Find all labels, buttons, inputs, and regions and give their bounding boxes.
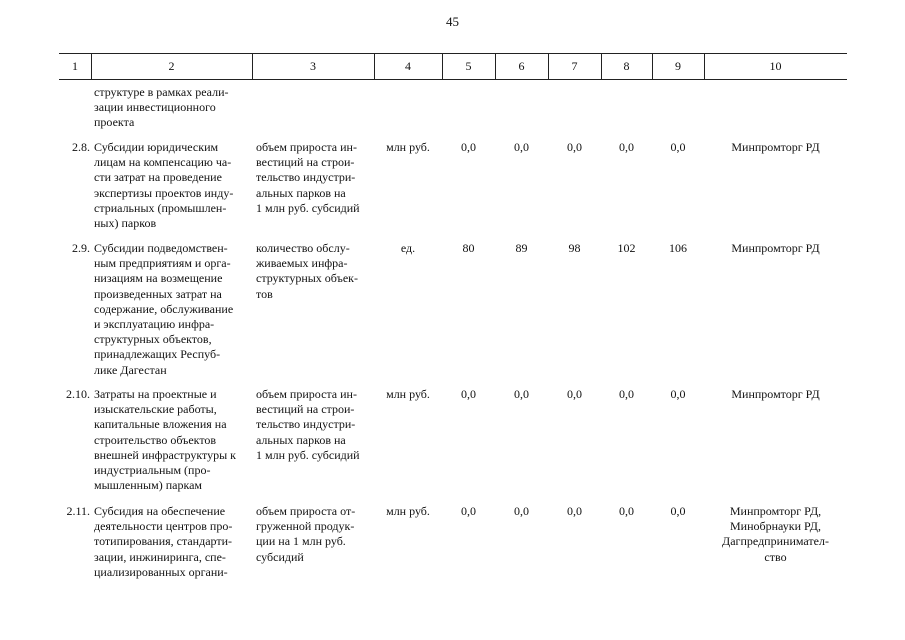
row-value-6: 0,0 [514, 140, 529, 154]
text-line: зации, инжиниринга, спе- [94, 549, 226, 564]
column-header-2: 2 [168, 59, 175, 73]
text-line: тотипирования, стандарти- [94, 534, 233, 549]
text-line: тельство индустри- [256, 170, 356, 185]
column-header-3: 3 [310, 59, 316, 73]
row-number: 2.8. [72, 140, 90, 154]
row-executor: Минпромторг РД [731, 140, 820, 154]
text-line: строительство объектов [94, 432, 217, 447]
text-line: Затраты на проектные и [94, 387, 217, 401]
text-line: произведенных затрат на [94, 286, 222, 301]
text-line: лицам на компенсацию ча- [94, 155, 232, 170]
text-line: ции на 1 млн руб. [256, 534, 346, 549]
column-header-9: 9 [675, 59, 681, 73]
row-number: 2.10. [66, 387, 90, 401]
column-header-5: 5 [465, 59, 472, 73]
column-header-7: 7 [571, 59, 578, 73]
text-line: низациям на возмещение [94, 271, 223, 286]
row-value-8: 0,0 [619, 140, 634, 154]
text-line: груженной продук- [256, 519, 355, 534]
row-value-9: 0,0 [670, 140, 686, 154]
row-unit: млн руб. [386, 387, 430, 401]
row-value-6: 89 [515, 241, 528, 255]
text-line: объем прироста ин- [256, 140, 357, 154]
text-line: субсидий [256, 549, 304, 564]
text-line: сти затрат на проведение [94, 170, 222, 185]
row-value-5: 80 [462, 241, 475, 255]
page-number: 45 [446, 14, 459, 29]
text-line: проекта [94, 115, 135, 130]
text-line: тельство индустри- [256, 417, 356, 432]
text-line: лике Дагестан [94, 362, 167, 377]
text-line: капитальные вложения на [94, 417, 227, 432]
text-line: 1 млн руб. субсидий [256, 447, 360, 462]
text-line: циализированных органи- [94, 564, 228, 579]
text-line: зации инвестиционного [94, 100, 216, 115]
text-line: и эксплуатацию инфра- [94, 317, 215, 332]
column-header-8: 8 [623, 59, 630, 73]
row-value-5: 0,0 [461, 140, 476, 154]
text-line: экспертизы проектов инду- [94, 185, 234, 200]
text-line: Субсидии подведомствен- [94, 241, 228, 255]
text-line: Минпромторг РД, [729, 504, 822, 518]
text-line: мышленным) паркам [94, 478, 203, 493]
text-line: деятельности центров про- [94, 519, 233, 534]
row-value-8: 0,0 [619, 504, 634, 518]
text-line: принадлежащих Респуб- [94, 347, 221, 362]
text-line: ным предприятиям и орга- [94, 256, 231, 271]
text-line: индустриальным (про- [94, 463, 211, 478]
row-indicator [256, 140, 371, 216]
row-number: 2.9. [72, 241, 90, 255]
text-line: Субсидия на обеспечение [94, 504, 226, 518]
table-header-rule [59, 79, 847, 80]
row-value-7: 98 [568, 241, 581, 255]
continuation-description [94, 85, 251, 131]
row-value-9: 0,0 [670, 504, 686, 518]
row-executor: Минпромторг РД [731, 241, 820, 255]
row-value-8: 0,0 [619, 387, 634, 401]
row-value-9: 0,0 [670, 387, 686, 401]
text-line: вестиций на строи- [256, 402, 355, 417]
text-line: структурных объек- [256, 271, 358, 286]
row-value-7: 0,0 [567, 504, 582, 518]
row-value-7: 0,0 [567, 387, 582, 401]
text-line: Дагпредпринимател- [722, 534, 829, 549]
row-unit: млн руб. [386, 140, 430, 154]
text-line: содержание, обслуживание [94, 301, 234, 316]
text-line: внешней инфраструктуры к [94, 447, 236, 462]
text-line: ство [764, 549, 787, 564]
text-line: объем прироста ин- [256, 387, 357, 401]
column-header-10: 10 [769, 59, 782, 73]
text-line: изыскательские работы, [94, 402, 217, 417]
row-executor: Минпромторг РД [731, 387, 820, 401]
row-number: 2.11. [66, 504, 90, 518]
text-line: Субсидии юридическим [94, 140, 219, 154]
row-unit: ед. [400, 241, 416, 255]
column-header-1: 1 [72, 59, 78, 73]
row-value-9: 106 [669, 241, 687, 255]
text-line: структуре в рамках реали- [94, 85, 229, 99]
row-description [94, 504, 251, 580]
row-indicator [256, 387, 371, 463]
text-line: Минобрнауки РД, [730, 519, 821, 534]
row-description [94, 241, 251, 378]
row-unit: млн руб. [386, 504, 430, 518]
row-indicator [256, 504, 371, 565]
text-line: тов [256, 286, 273, 301]
column-header-6: 6 [518, 59, 525, 73]
row-executor [704, 504, 847, 565]
text-line: количество обслу- [256, 241, 350, 255]
row-indicator [256, 241, 371, 302]
row-value-6: 0,0 [514, 387, 529, 401]
text-line: ных) парков [94, 216, 157, 231]
row-value-7: 0,0 [567, 140, 582, 154]
text-line: стриальных (промышлен- [94, 200, 227, 215]
row-value-5: 0,0 [461, 504, 476, 518]
text-line: 1 млн руб. субсидий [256, 200, 360, 215]
row-description [94, 140, 251, 231]
text-line: объем прироста от- [256, 504, 356, 518]
row-value-8: 102 [617, 241, 636, 255]
column-header-4: 4 [405, 59, 411, 73]
text-line: альных парков на [256, 185, 346, 200]
text-line: живаемых инфра- [256, 256, 348, 271]
text-line: альных парков на [256, 432, 346, 447]
text-line: вестиций на строи- [256, 155, 355, 170]
text-line: структурных объектов, [94, 332, 212, 347]
row-value-5: 0,0 [461, 387, 476, 401]
row-value-6: 0,0 [514, 504, 529, 518]
row-description [94, 387, 251, 493]
